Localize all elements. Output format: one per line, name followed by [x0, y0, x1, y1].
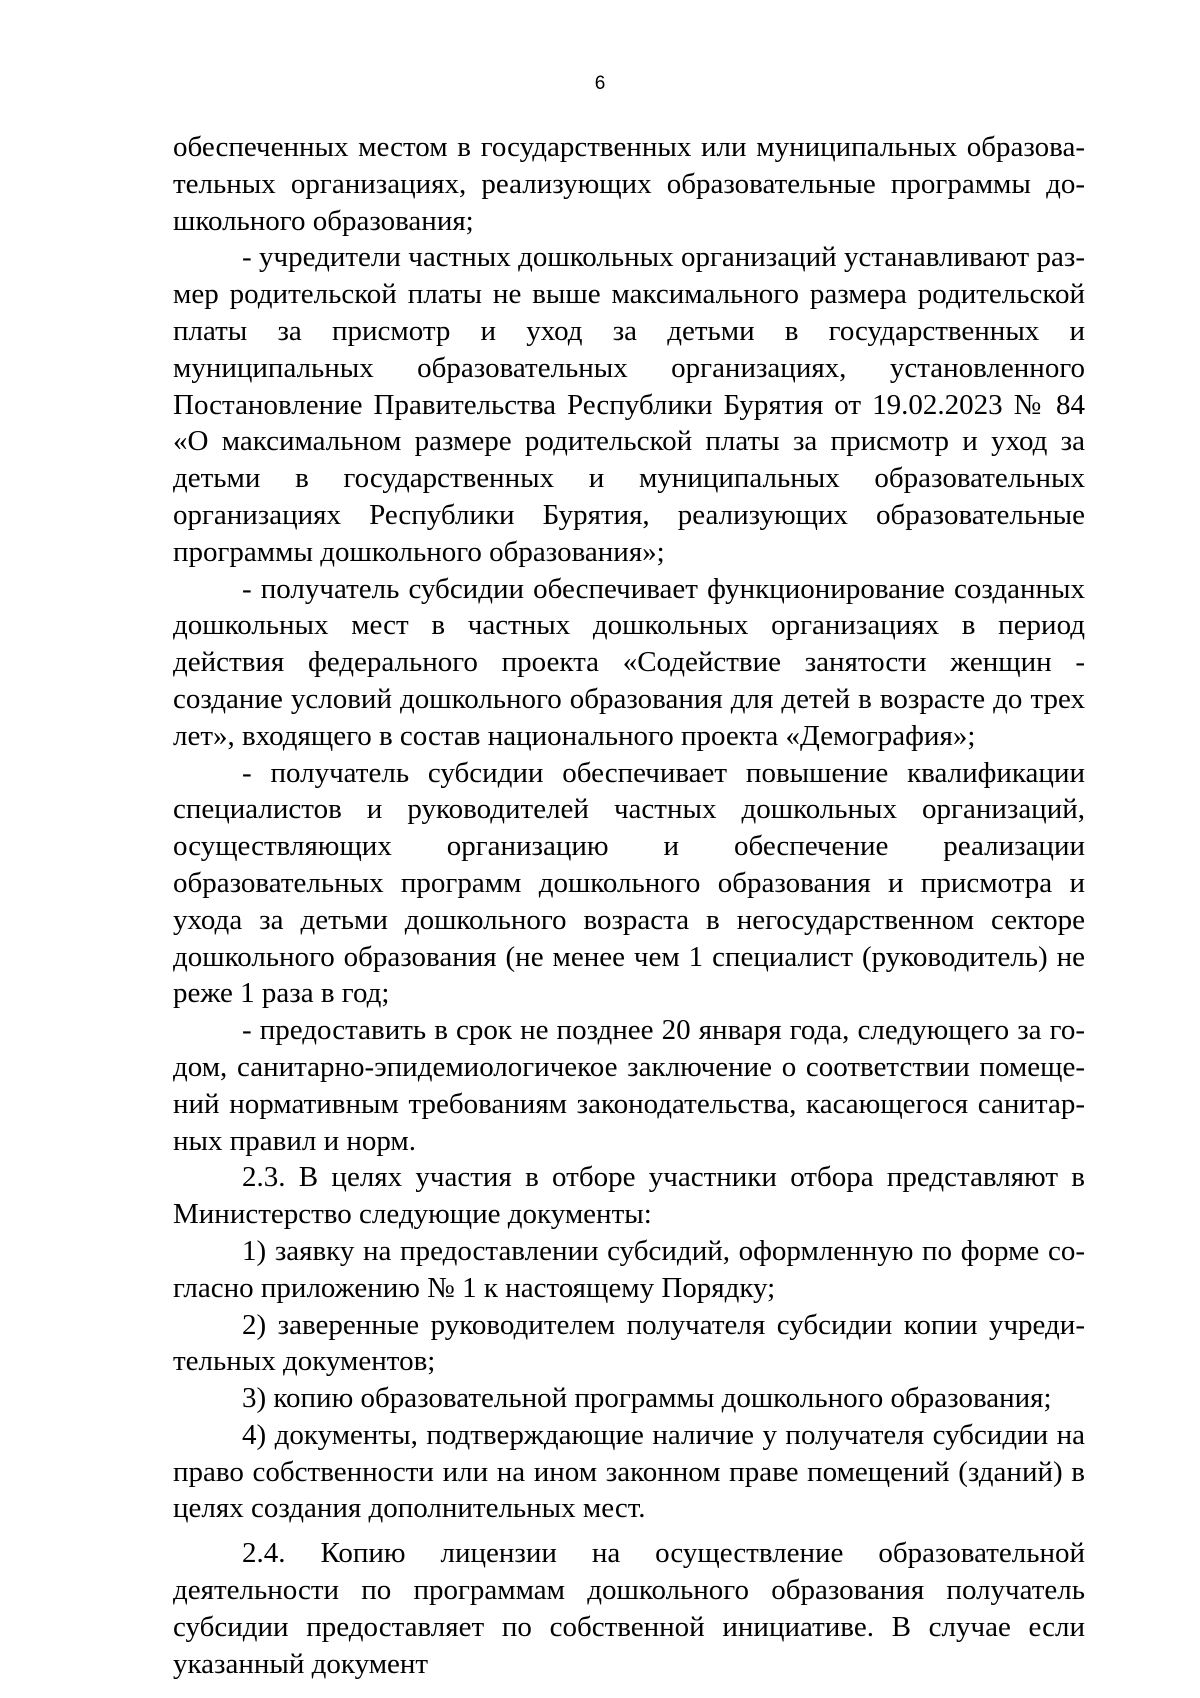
paragraph-parental-fee: - учредители частных дошкольных организаций устанавливают размер родительской платы не выше максимального размера родительской платы за присмотр и уход за детьми в государственных и муниципальных образовательных организациях, установленного Постановление Правительства Республики Бурятия от 19.02.2023 № 84 «О максимальном размере родительской платы за присмотр и уход за детьми в государственных и муниципальных образовательных организациях Республики Бурятия, реализующих образовательные программы дошкольного образования»; — [173, 241, 1085, 568]
paragraph-sanitary-conclusion: - предоставить в срок не позднее 20 января года, следующего за годом, санитарно-эпидемиологичекое заключение о соответствии помещений нормативным требованиям законодательства, касающегося санитарных правил и норм. — [173, 1014, 1085, 1157]
document-body — [173, 129, 1085, 1682]
paragraph-intro-continuation: обеспеченных местом в государственных или муниципальных образовательных организациях, реализующих образовательные программы дошкольного образования; — [173, 131, 1085, 237]
paragraph-section-2-4: 2.4. Копию лицензии на осуществление образовательной деятельности по программам дошкольного образования получатель субсидии предоставляет по собственной инициативе. В случае если указанный документ — [173, 1537, 1085, 1680]
paragraph-section-2-3: 2.3. В целях участия в отборе участники отбора представляют в Министерство следующие документы: — [173, 1161, 1085, 1231]
list-item-3: 3) копию образовательной программы дошкольного образования; — [242, 1382, 1052, 1415]
list-item-2: 2) заверенные руководителем получателя субсидии копии учредительных документов; — [173, 1308, 1085, 1378]
paragraph-preschool-places: - получатель субсидии обеспечивает функционирование созданных дошкольных мест в частных дошкольных организациях в период действия федерального проекта «Содействие занятости женщин - создание условий дошкольного образования для детей в возрасте до трех лет», входящего в состав национального проекта «Демография»; — [173, 572, 1085, 752]
paragraph-qualification: - получатель субсидии обеспечивает повышение квалификации специалистов и руководителей частных дошкольных организаций, осуществляющих организацию и обеспечение реализации образовательных программ дошкольного образования и присмотра и ухода за детьми дошкольного возраста в негосударственном секторе дошкольного образования (не менее чем 1 специалист (руководитель) не реже 1 раза в год; — [173, 756, 1085, 1010]
page-number: 6 — [594, 73, 606, 94]
list-item-4: 4) документы, подтверждающие наличие у получателя субсидии на право собственности или на ином законном праве помещений (зданий) в целях создания дополнительных мест. — [173, 1418, 1085, 1525]
list-item-1: 1) заявку на предоставлении субсидий, оформленную по форме согласно приложению № 1 к настоящему Порядку; — [173, 1234, 1085, 1304]
